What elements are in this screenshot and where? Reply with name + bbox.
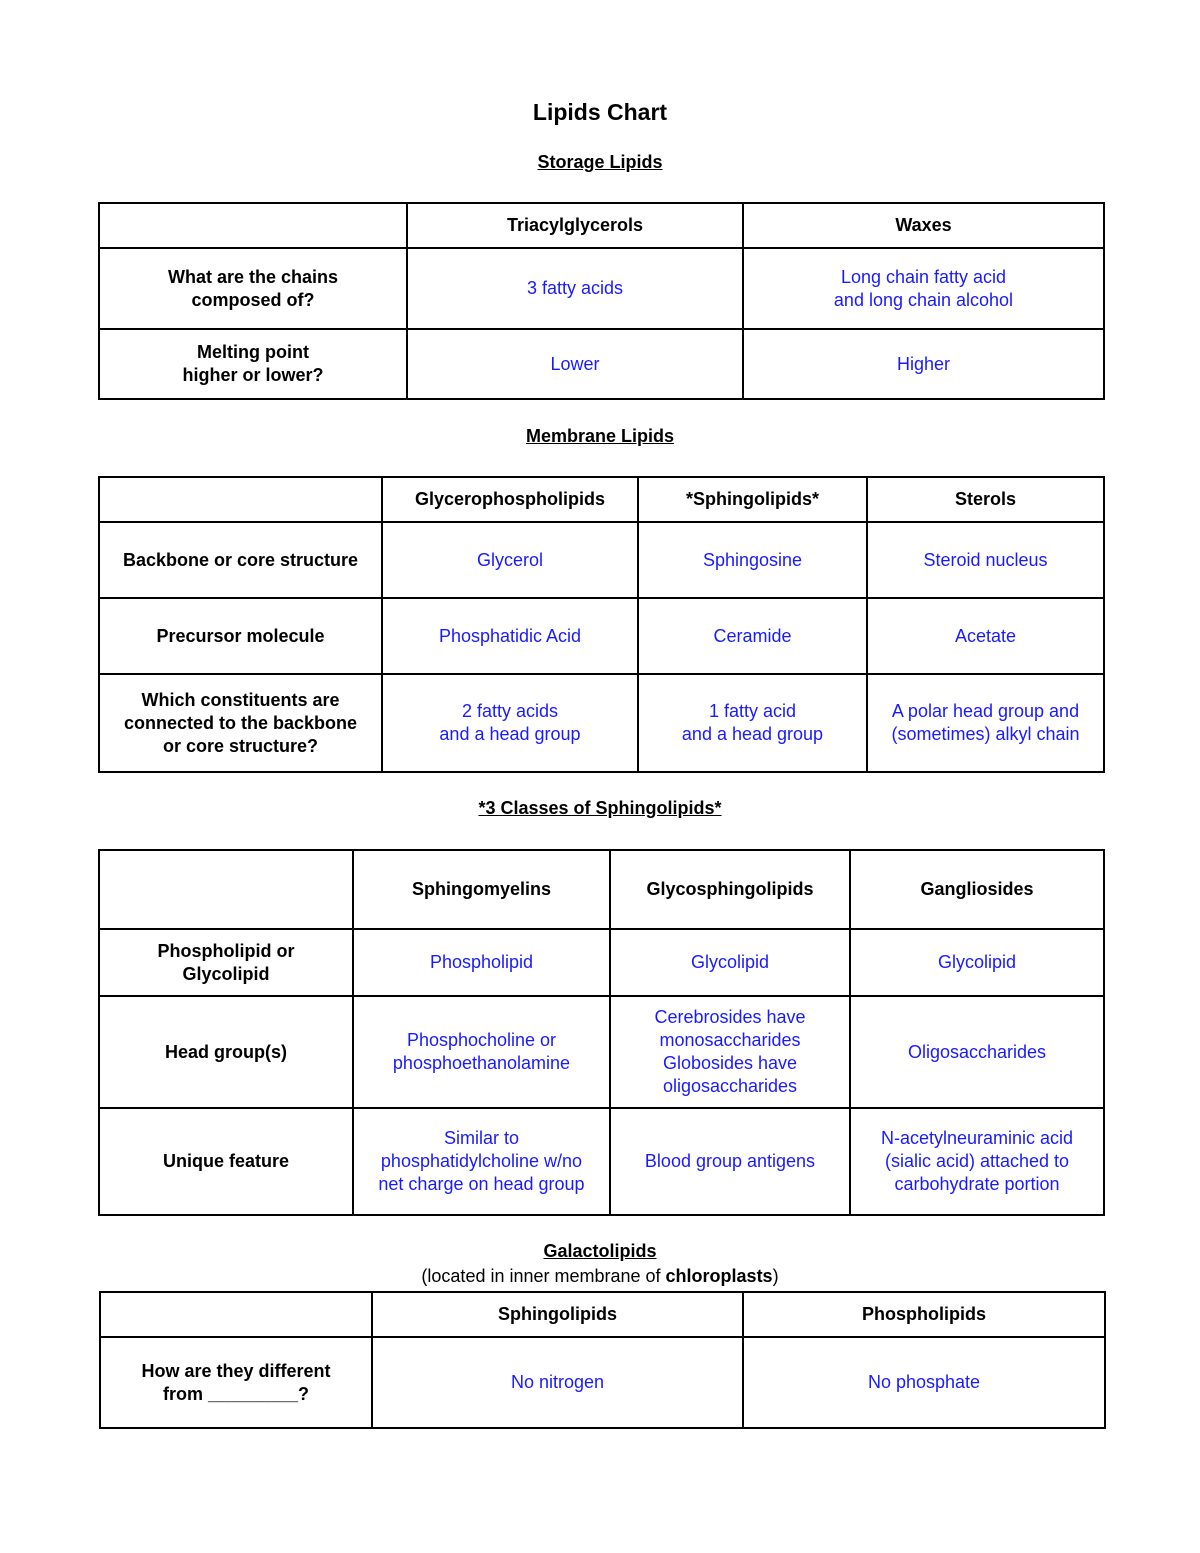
- answer-cell: Cerebrosides have monosaccharides Globosides have oligosaccharides: [610, 996, 850, 1108]
- answer-cell: Acetate: [867, 598, 1104, 674]
- answer-cell: Glycolipid: [610, 929, 850, 996]
- corner-cell: [99, 850, 353, 929]
- answer-cell: No nitrogen: [372, 1337, 743, 1428]
- col-header: Glycerophospholipids: [382, 477, 638, 522]
- row-header: Head group(s): [99, 996, 353, 1108]
- corner-cell: [99, 203, 407, 248]
- storage-lipids-heading: Storage Lipids: [537, 152, 663, 172]
- answer-cell: 1 fatty acid and a head group: [638, 674, 867, 772]
- answer-cell: Sphingosine: [638, 522, 867, 598]
- col-header: Sphingolipids: [372, 1292, 743, 1337]
- row-header: Which constituents are connected to the backbone or core structure?: [99, 674, 382, 772]
- col-header: Triacylglycerols: [407, 203, 743, 248]
- answer-cell: Long chain fatty acid and long chain alcohol: [743, 248, 1104, 329]
- row-header: Phospholipid or Glycolipid: [99, 929, 353, 996]
- answer-cell: Oligosaccharides: [850, 996, 1104, 1108]
- row-header: What are the chains composed of?: [99, 248, 407, 329]
- row-header: Melting point higher or lower?: [99, 329, 407, 399]
- storage-lipids-table: [98, 202, 1105, 400]
- row-header: Unique feature: [99, 1108, 353, 1215]
- corner-cell: [99, 477, 382, 522]
- answer-cell: 3 fatty acids: [407, 248, 743, 329]
- answer-cell: Similar to phosphatidylcholine w/no net charge on head group: [353, 1108, 610, 1215]
- col-header: Phospholipids: [743, 1292, 1105, 1337]
- answer-cell: A polar head group and (sometimes) alkyl chain: [867, 674, 1104, 772]
- answer-cell: Steroid nucleus: [867, 522, 1104, 598]
- answer-cell: Phosphocholine or phosphoethanolamine: [353, 996, 610, 1108]
- col-header: Waxes: [743, 203, 1104, 248]
- answer-cell: Ceramide: [638, 598, 867, 674]
- answer-cell: Glycerol: [382, 522, 638, 598]
- col-header: Glycosphingolipids: [610, 850, 850, 929]
- col-header: *Sphingolipids*: [638, 477, 867, 522]
- row-header: Backbone or core structure: [99, 522, 382, 598]
- membrane-lipids-heading: Membrane Lipids: [525, 426, 675, 446]
- col-header: Gangliosides: [850, 850, 1104, 929]
- answer-cell: N-acetylneuraminic acid (sialic acid) attached to carbohydrate portion: [850, 1108, 1104, 1215]
- galactolipids-heading: Galactolipids: [543, 1241, 657, 1261]
- answer-cell: No phosphate: [743, 1337, 1105, 1428]
- answer-cell: Higher: [743, 329, 1104, 399]
- sphingolipid-classes-table: [98, 849, 1105, 1216]
- membrane-lipids-table: [98, 476, 1105, 773]
- answer-cell: Lower: [407, 329, 743, 399]
- answer-cell: Blood group antigens: [610, 1108, 850, 1215]
- col-header: Sterols: [867, 477, 1104, 522]
- row-header: How are they different from _________?: [100, 1337, 372, 1428]
- answer-cell: 2 fatty acids and a head group: [382, 674, 638, 772]
- page-title: Lipids Chart: [532, 99, 668, 125]
- galactolipids-subheading: (located in inner membrane of chloroplasts): [421, 1266, 779, 1286]
- answer-cell: Phosphatidic Acid: [382, 598, 638, 674]
- row-header: Precursor molecule: [99, 598, 382, 674]
- galactolipids-table: [99, 1291, 1106, 1429]
- answer-cell: Glycolipid: [850, 929, 1104, 996]
- corner-cell: [100, 1292, 372, 1337]
- answer-cell: Phospholipid: [353, 929, 610, 996]
- sphingolipid-classes-heading: *3 Classes of Sphingolipids*: [478, 798, 722, 818]
- col-header: Sphingomyelins: [353, 850, 610, 929]
